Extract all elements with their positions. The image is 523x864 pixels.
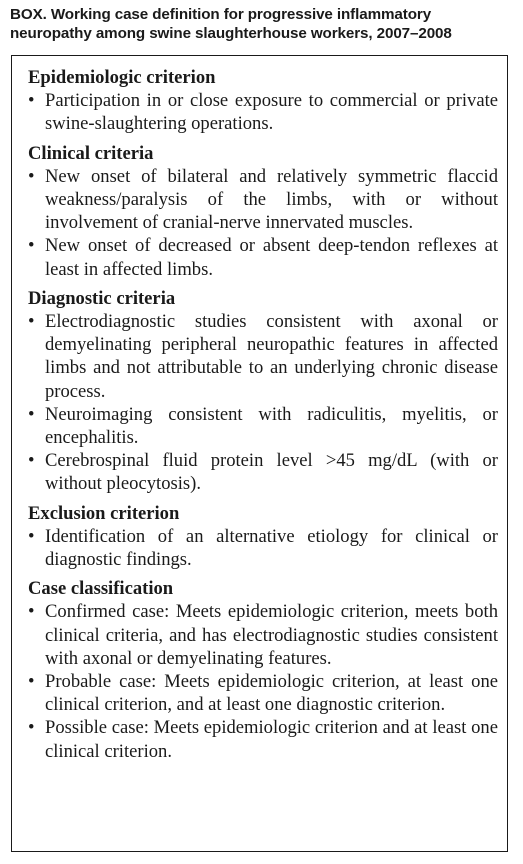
list-item-text: Identification of an alternative etiology for clinical or diagnostic findings. (45, 525, 498, 571)
bullet-icon: • (28, 717, 35, 739)
section-clinical (28, 142, 498, 281)
list-item-text: Electrodiagnostic studies consistent with axonal or demyelinating peripheral neuropathic features in affected limbs and not attributable to an underlying chronic disease process. (45, 311, 498, 402)
list-item-text: Possible case: Meets epidemiologic criterion and at least one clinical criterion. (45, 717, 498, 762)
list-item (28, 525, 498, 571)
list-item-text: Probable case: Meets epidemiologic criterion, at least one clinical criterion, and at least one diagnostic criterion. (45, 671, 498, 716)
section-heading: Epidemiologic criterion (28, 67, 216, 88)
bullet-icon: • (28, 403, 35, 425)
section-epidemiologic (28, 66, 498, 136)
criteria-list (28, 89, 498, 135)
criteria-list (28, 600, 498, 762)
bullet-icon: • (28, 90, 35, 112)
bullet-icon: • (28, 601, 35, 623)
list-item-text: Cerebrospinal fluid protein level >45 mg/dL (with or without pleocytosis). (45, 450, 498, 495)
list-item-text: Confirmed case: Meets epidemiologic criterion, meets both clinical criteria, and has electrodiagnostic studies consistent with axonal or demyelinating features. (45, 601, 498, 669)
list-item (28, 234, 498, 280)
bullet-icon: • (28, 525, 35, 547)
list-item (28, 600, 498, 670)
box-title: BOX. Working case definition for progressive inflammatory neuropathy among swine slaughterhouse workers, 2007–2008 (10, 6, 452, 42)
section-case-classification (28, 577, 498, 763)
criteria-list (28, 525, 498, 571)
list-item-text: New onset of bilateral and relatively symmetric flaccid weakness/paralysis of the limbs, with or without involvement of cranial-nerve innervated muscles. (45, 165, 498, 234)
list-item-text: Participation in or close exposure to commercial or private swine-slaughtering operations. (45, 90, 498, 135)
list-item (28, 670, 498, 716)
criteria-list (28, 165, 498, 281)
section-heading: Case classification (28, 578, 174, 600)
list-item (28, 716, 498, 762)
list-item-text: New onset of decreased or absent deep-tendon reflexes at least in affected limbs. (45, 235, 498, 280)
bullet-icon: • (28, 671, 35, 693)
section-heading: Exclusion criterion (28, 502, 180, 524)
list-item (28, 89, 498, 135)
list-item-text: Neuroimaging consistent with radiculitis, myelitis, or encephalitis. (45, 403, 498, 449)
box-content (28, 66, 498, 769)
section-heading: Clinical criteria (28, 142, 154, 164)
section-diagnostic (28, 287, 498, 496)
bullet-icon: • (28, 165, 35, 187)
bullet-icon: • (28, 235, 35, 257)
bullet-icon: • (28, 450, 35, 472)
bullet-icon: • (28, 311, 35, 333)
section-exclusion (28, 502, 498, 572)
case-definition-box (11, 55, 508, 852)
criteria-list (28, 310, 498, 496)
section-heading: Diagnostic criteria (28, 287, 176, 309)
list-item (28, 403, 498, 449)
list-item (28, 310, 498, 403)
list-item (28, 449, 498, 495)
list-item (28, 165, 498, 235)
